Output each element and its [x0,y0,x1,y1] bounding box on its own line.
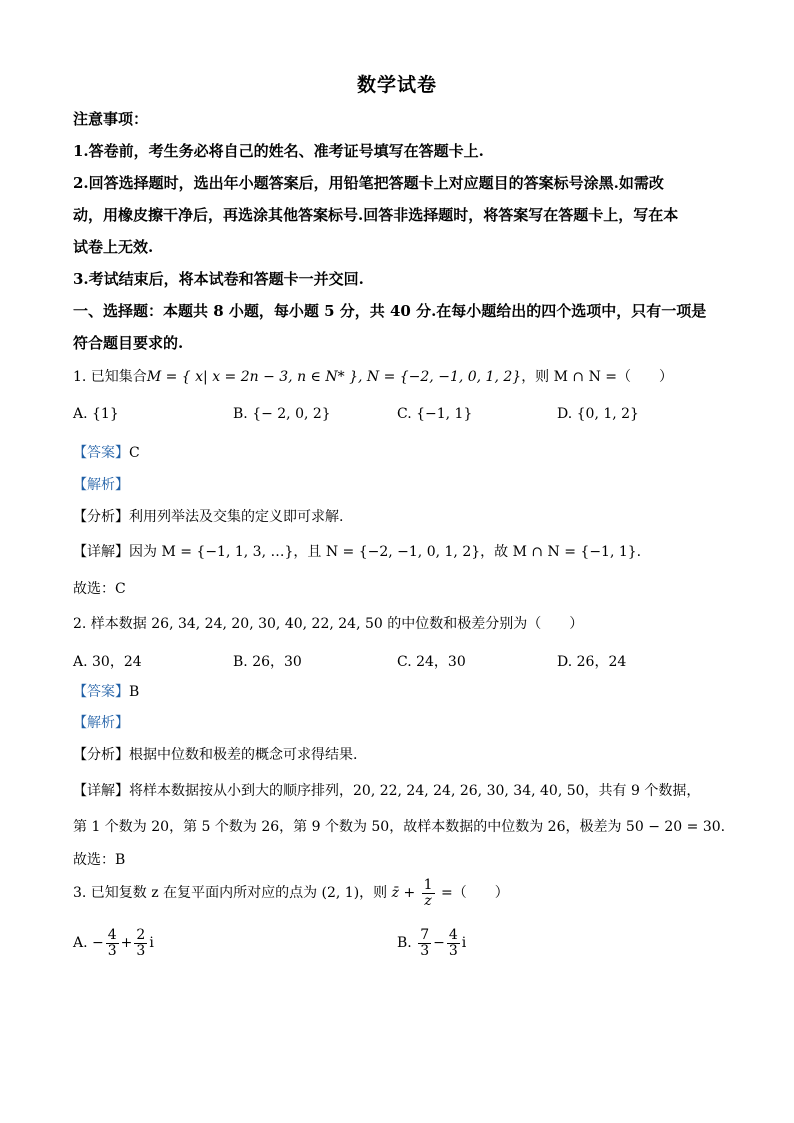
analysis-pre-label: 【分析】 [73,509,129,525]
q3-expr-zbar: z̄ + [391,885,416,902]
notice-heading: 注意事项： [73,110,149,128]
choose-prefix: 故选： [73,852,115,868]
q2-analysis-text: 根据中位数和极差的概念可求得结果. [129,747,358,763]
q3-stem-prefix: 3. 已知复数 z 在复平面内所对应的点为 (2, 1)，则 [73,885,388,902]
q1-option-b: B. {− 2, 0, 2} [233,406,331,422]
q1-analysis [73,506,343,526]
q2-option-b: B. 26，30 [233,654,302,670]
q2-detail-line2: 第 1 个数为 20，第 5 个数为 26，第 9 个数为 50，故样本数据的中位数为 26，极差为 50 − 20 = 30. [73,819,726,835]
section-heading-line2: 符合题目要求的. [73,334,184,352]
notice-item-1: 1.答卷前，考生务必将自己的姓名、准考证号填写在答题卡上. [73,142,484,160]
q1-detail [73,541,641,561]
q1-option-d: D. {0, 1, 2} [557,406,639,422]
q3-option-a-op: + [120,935,133,952]
q3-expr-den: z [424,892,432,909]
notice-item-2a: 2.回答选择题时，选出年小题答案后，用铅笔把答题卡上对应题目的答案标号涂黑.如需改 [73,174,664,192]
frac-den: 3 [448,942,458,959]
section-heading-line1: 一、选择题：本题共 8 小题，每小题 5 分，共 40 分.在每小题给出的四个选项中，只有一项是 [73,302,707,320]
q2-stem: 2. 样本数据 26, 34, 24, 20, 30, 40, 22, 24, 50 的中位数和极差分别为（ ） [73,616,584,632]
detail-label: 【详解】 [73,544,129,560]
q1-set-n: , N = {−2, −1, 0, 1, 2} [357,369,522,385]
q1-choice-value: C [115,581,126,597]
q3-stem-suffix: =（ ） [441,885,509,902]
q3-option-a-sign: − [92,935,104,952]
q1-answer [73,442,140,462]
q1-stem-suffix: ，则 M ∩ N =（ ） [521,369,674,385]
q3-stem [73,878,509,908]
q3-option-b [397,928,466,958]
q1-stem [73,366,673,386]
answer-label: 【答案】 [73,684,129,700]
q3-option-b-label: B. [397,935,412,952]
notice-item-2c: 试卷上无效. [73,238,154,256]
q2-choice [73,849,125,869]
q3-option-a-label: A. [73,935,88,952]
q1-answer-value: C [129,445,140,461]
notice-item-3: 3.考试结束后，将本试卷和答题卡一并交回. [73,270,364,288]
frac-den: 3 [107,942,117,959]
notice-item-2b: 动，用橡皮擦干净后，再选涂其他答案标号.回答非选择题时，将答案写在答题卡上，写在本 [73,206,679,224]
detail-label: 【详解】 [73,783,129,799]
frac-den: 3 [420,942,430,959]
choose-prefix: 故选： [73,581,115,597]
q1-option-c: C. {−1, 1} [397,406,473,422]
q3-option-b-frac2 [447,928,460,958]
q3-option-b-op: − [433,935,445,952]
q2-option-c: C. 24，30 [397,654,466,670]
q1-stem-prefix: 1. 已知集合 [73,369,147,385]
q2-option-d: D. 26，24 [557,654,627,670]
frac-num: 4 [448,927,458,943]
answer-label: 【答案】 [73,445,129,461]
q1-set-m: M = { x| x = 2n − 3, n ∈ N* } [146,369,358,385]
q1-analysis-text: 利用列举法及交集的定义即可求解. [129,509,344,525]
frac-num: 4 [107,927,117,943]
q3-expr-num: 1 [423,877,433,893]
q2-answer [73,681,139,701]
analysis-pre-label: 【分析】 [73,747,129,763]
q2-detail-text-1: 将样本数据按从小到大的顺序排列，20, 22, 24, 24, 26, 30, 34, 40, 50，共有 9 个数据， [129,783,701,799]
page-title: 数学试卷 [356,74,437,96]
q2-choice-value: B [115,852,126,868]
q3-option-b-i: i [461,935,467,952]
frac-num: 2 [136,927,146,943]
q3-option-a [73,928,154,958]
q2-option-a: A. 30，24 [73,654,142,670]
q1-detail-text: 因为 M = {−1, 1, 3, …}，且 N = {−2, −1, 0, 1, 2}，故 M ∩ N = {−1, 1}. [129,544,642,560]
q3-option-a-frac2 [134,928,147,958]
q1-choice [73,578,126,598]
q2-analysis-label: 【解析】 [73,715,129,731]
q3-option-a-i: i [149,935,154,952]
q3-expr-fraction [422,878,435,908]
q2-answer-value: B [129,684,140,700]
q2-analysis [73,744,357,764]
q3-option-b-frac1 [418,928,431,958]
frac-num: 7 [420,927,430,943]
q2-detail-line1 [73,780,700,800]
q3-option-a-frac1 [106,928,119,958]
q1-analysis-label: 【解析】 [73,477,129,493]
frac-den: 3 [136,942,146,959]
q1-option-a: A. {1} [73,406,119,422]
